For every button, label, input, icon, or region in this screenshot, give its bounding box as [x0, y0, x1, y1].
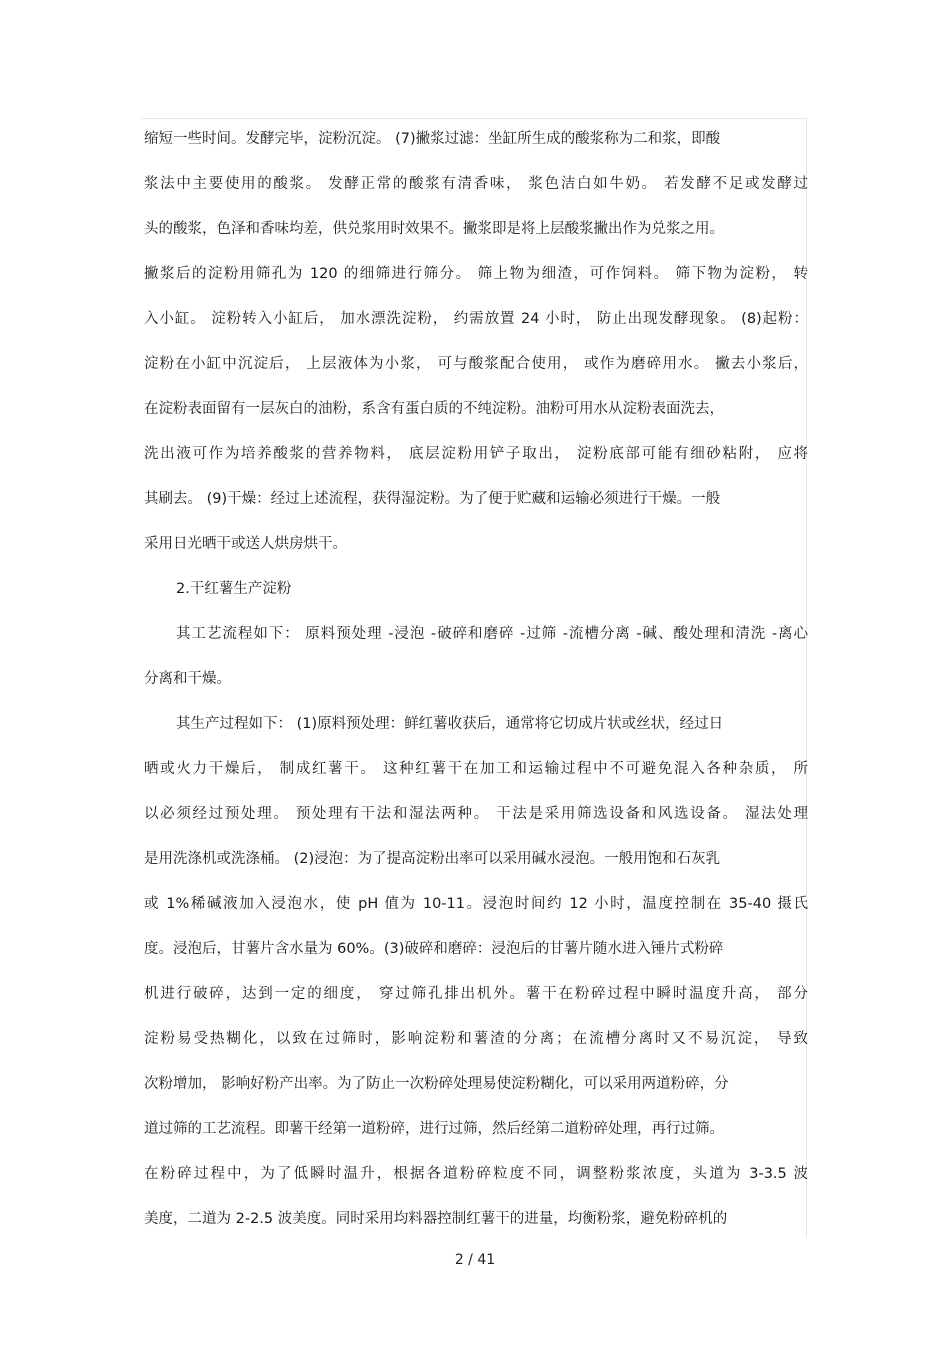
text-line: 头的酸浆，色泽和香味均差，供兑浆用时效果不。撇浆即是将上层酸浆撇出作为兑浆之用。 [144, 221, 724, 237]
text-line: 度。浸泡后，甘薯片含水量为 60%。(3)破碎和磨碎：浸泡后的甘薯片随水进入锤片式粉碎 [144, 941, 724, 957]
text-line: 机进行破碎，达到一定的细度， 穿过筛孔排出机外。薯干在粉碎过程中瞬时温度升高， 部分 [144, 986, 808, 1002]
text-line: 入小缸。 淀粉转入小缸后， 加水漂洗淀粉， 约需放置 24 小时， 防止出现发酵现象。 (8)起粉： [144, 311, 808, 327]
text-line: 撇浆后的淀粉用筛孔为 120 的细筛进行筛分。 筛上物为细渣，可作饲料。 筛下物为淀粉， 转 [144, 266, 808, 282]
text-line: 次粉增加， 影响好粉产出率。为了防止一次粉碎处理易使淀粉糊化，可以采用两道粉碎，分 [144, 1076, 729, 1092]
text-line: 或 1%稀碱液加入浸泡水，使 pH 值为 10-11。浸泡时间约 12 小时，温度控制在 35-40 摄氏 [144, 896, 808, 912]
text-line: 以必须经过预处理。 预处理有干法和湿法两种。 干法是采用筛选设备和风选设备。 湿法处理 [144, 806, 808, 822]
text-line: 分离和干燥。 [144, 671, 231, 687]
text-line: 缩短一些时间。发酵完毕，淀粉沉淀。 (7)撇浆过滤：坐缸所生成的酸浆称为二和浆，即酸 [144, 131, 721, 147]
text-line: 浆法中主要使用的酸浆。 发酵正常的酸浆有清香味， 浆色洁白如牛奶。 若发酵不足或发酵过 [144, 176, 808, 192]
text-line: 其生产过程如下： (1)原料预处理：鲜红薯收获后，通常将它切成片状或丝状，经过日 [176, 716, 724, 732]
text-line: 在淀粉表面留有一层灰白的油粉，系含有蛋白质的不纯淀粉。油粉可用水从淀粉表面洗去， [144, 401, 724, 417]
text-line: 道过筛的工艺流程。即薯干经第一道粉碎，进行过筛，然后经第二道粉碎处理，再行过筛。 [144, 1121, 724, 1137]
text-line: 其工艺流程如下： 原料预处理 -浸泡 -破碎和磨碎 -过筛 -流槽分离 -碱、酸处理和清洗 -离心 [176, 626, 808, 642]
text-line: 淀粉在小缸中沉淀后， 上层液体为小浆， 可与酸浆配合使用， 或作为磨碎用水。 撇去小浆后， [144, 356, 808, 372]
section-heading: 2.干红薯生产淀粉 [176, 581, 292, 597]
text-line: 在粉碎过程中，为了低瞬时温升，根据各道粉碎粒度不同，调整粉浆浓度，头道为 3-3.5 波 [144, 1166, 808, 1182]
text-line: 是用洗涤机或洗涤桶。 (2)浸泡：为了提高淀粉出率可以采用碱水浸泡。一般用饱和石灰乳 [144, 851, 721, 867]
text-line: 其刷去。 (9)干燥：经过上述流程，获得湿淀粉。为了便于贮藏和运输必须进行干燥。一般 [144, 491, 721, 507]
page-number: 2 / 41 [454, 1252, 496, 1268]
text-line: 洗出液可作为培养酸浆的营养物料， 底层淀粉用铲子取出， 淀粉底部可能有细砂粘附， 应将 [144, 446, 808, 462]
text-line: 采用日光晒干或送人烘房烘干。 [144, 536, 347, 552]
text-line: 淀粉易受热糊化，以致在过筛时，影响淀粉和薯渣的分离；在流槽分离时又不易沉淀， 导致 [144, 1031, 808, 1047]
text-line: 晒或火力干燥后， 制成红薯干。 这种红薯干在加工和运输过程中不可避免混入各种杂质， 所 [144, 761, 808, 777]
text-line: 美度，二道为 2-2.5 波美度。同时采用均料器控制红薯干的进量，均衡粉浆，避免粉碎机的 [144, 1211, 728, 1227]
